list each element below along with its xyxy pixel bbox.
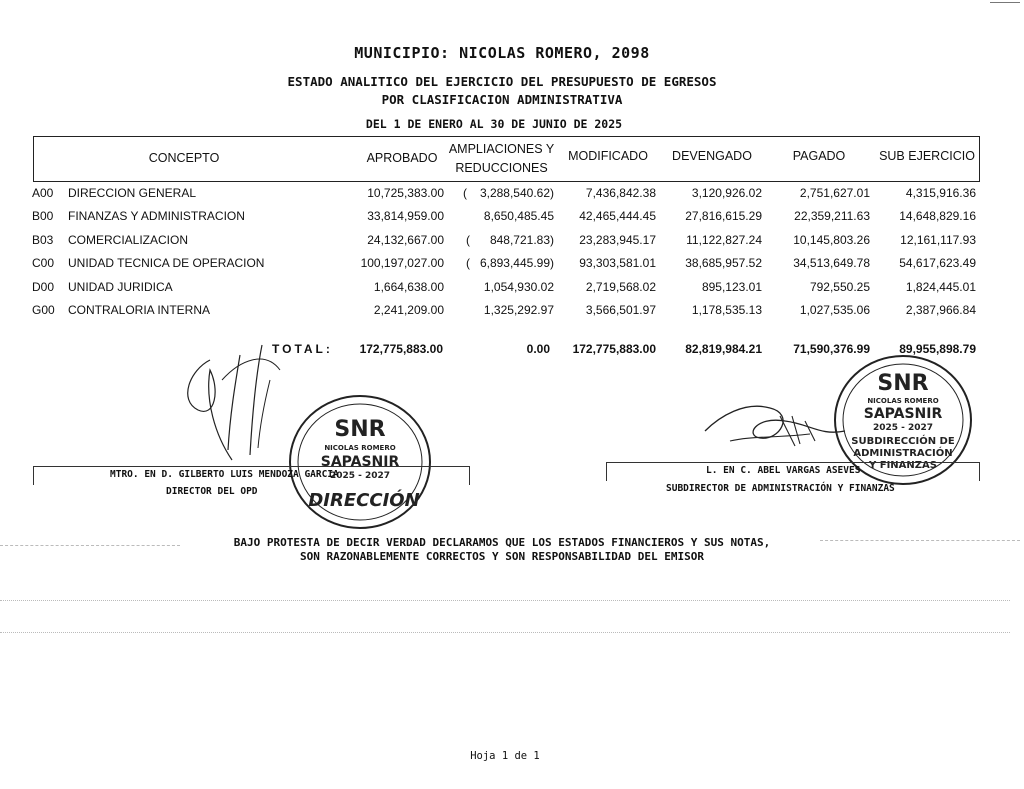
right-signer-role: SUBDIRECTOR DE ADMINISTRACIÓN Y FINANZAS	[666, 483, 895, 494]
row-code: B03	[32, 232, 54, 247]
row-devengado: 11,122,827.24	[686, 232, 762, 247]
negative-open-paren: (	[466, 256, 470, 271]
right-stamp-org-name: SAPASNIR	[863, 406, 943, 422]
row-pagado: 2,751,627.01	[799, 186, 870, 200]
declaration-line2: SON RAZONABLEMENTE CORRECTOS Y SON RESPONSABILIDAD DEL EMISOR	[300, 550, 704, 563]
row-devengado: 1,178,535.13	[691, 303, 762, 317]
total-sub-ejercicio: 89,955,898.79	[899, 342, 976, 356]
row-ampliaciones: 8,650,485.45	[483, 209, 554, 224]
negative-open-paren: (	[463, 186, 467, 200]
column-header-devengado: DEVENGADO	[672, 149, 752, 163]
right-stamp-dept-line1: SUBDIRECCIÓN DE	[851, 436, 955, 447]
row-concept: DIRECCION GENERAL	[68, 186, 197, 200]
left-stamp-logo: SNR	[334, 417, 386, 442]
row-aprobado: 100,197,027.00	[360, 256, 444, 271]
row-sub-ejercicio: 12,161,117.93	[900, 232, 976, 247]
total-pagado: 71,590,376.99	[793, 342, 870, 356]
row-modificado: 3,566,501.97	[585, 303, 656, 317]
right-signature-scribble	[700, 396, 850, 456]
row-ampliaciones: 6,893,445.99)	[479, 256, 554, 271]
column-header-sub-ejercicio: SUB EJERCICIO	[879, 149, 975, 163]
right-signer-name: L. EN C. ABEL VARGAS ASEVES	[706, 465, 861, 476]
total-ampliaciones: 0.00	[526, 342, 550, 356]
table-row	[0, 256, 1024, 276]
total-label: TOTAL:	[272, 342, 333, 356]
left-signer-name: MTRO. EN D. GILBERTO LUIS MENDOZA GARCIA	[110, 469, 339, 480]
column-header-aprobado: APROBADO	[366, 151, 438, 165]
column-header-pagado: PAGADO	[792, 149, 846, 163]
row-concept: COMERCIALIZACION	[68, 232, 189, 247]
right-stamp-dept-line2: ADMINISTRACIÓN	[853, 448, 953, 459]
right-stamp-logo: SNR	[877, 371, 929, 396]
negative-open-paren: (	[466, 232, 470, 247]
table-header	[33, 136, 980, 182]
column-header-ampliaciones-line1: AMPLIACIONES Y	[448, 142, 555, 156]
table-row	[0, 303, 1024, 323]
column-header-ampliaciones-line2: REDUCCIONES	[455, 161, 548, 175]
scan-noise-line	[0, 600, 1010, 601]
row-modificado: 93,303,581.01	[579, 256, 656, 271]
row-concept: CONTRALORIA INTERNA	[68, 303, 211, 317]
total-modificado: 172,775,883.00	[572, 342, 656, 356]
report-period: DEL 1 DE ENERO AL 30 DE JUNIO DE 2025	[365, 117, 623, 131]
row-aprobado: 24,132,667.00	[367, 232, 444, 247]
left-official-stamp	[286, 392, 436, 532]
row-pagado: 792,550.25	[809, 279, 870, 294]
row-code: D00	[32, 279, 55, 294]
left-signer-role: DIRECTOR DEL OPD	[166, 486, 258, 497]
row-pagado: 10,145,803.26	[793, 232, 870, 247]
right-stamp-dept-line3: Y FINANZAS	[869, 460, 937, 471]
row-ampliaciones: 1,325,292.97	[483, 303, 554, 317]
row-devengado: 27,816,615.29	[685, 209, 762, 224]
row-modificado: 2,719,568.02	[585, 279, 656, 294]
row-sub-ejercicio: 1,824,445.01	[905, 279, 976, 294]
left-stamp-org-name: SAPASNIR	[320, 454, 400, 470]
row-aprobado: 33,814,959.00	[367, 209, 444, 224]
row-ampliaciones: 848,721.83)	[489, 232, 554, 247]
scan-noise-line	[820, 540, 1020, 541]
row-ampliaciones: 3,288,540.62)	[479, 186, 554, 200]
row-modificado: 42,465,444.45	[579, 209, 656, 224]
row-aprobado: 10,725,383.00	[367, 186, 444, 200]
row-sub-ejercicio: 4,315,916.36	[905, 186, 976, 200]
table-row	[0, 209, 1024, 229]
row-devengado: 3,120,926.02	[691, 186, 762, 200]
table-row	[0, 186, 1024, 206]
page-number: Hoja 1 de 1	[470, 750, 540, 762]
row-sub-ejercicio: 2,387,966.84	[905, 303, 976, 317]
row-pagado: 34,513,649.78	[793, 256, 870, 271]
row-concept: UNIDAD TECNICA DE OPERACION	[68, 256, 265, 271]
table-row	[0, 233, 1024, 253]
row-modificado: 23,283,945.17	[579, 232, 656, 247]
row-devengado: 38,685,957.52	[685, 256, 762, 271]
row-code: B00	[32, 209, 54, 224]
row-code: A00	[32, 186, 54, 200]
row-pagado: 22,359,211.63	[794, 209, 870, 224]
row-ampliaciones: 1,054,930.02	[483, 279, 554, 294]
column-header-modificado: MODIFICADO	[568, 149, 648, 163]
row-devengado: 895,123.01	[701, 279, 762, 294]
left-stamp-years: 2025 - 2027	[329, 471, 391, 481]
declaration-line1: BAJO PROTESTA DE DECIR VERDAD DECLARAMOS QUE LOS ESTADOS FINANCIEROS Y SUS NOTAS,	[233, 536, 771, 549]
document-title: MUNICIPIO: NICOLAS ROMERO, 2098	[354, 44, 650, 62]
row-aprobado: 2,241,209.00	[373, 303, 444, 317]
right-stamp-years: 2025 - 2027	[872, 423, 934, 433]
row-modificado: 7,436,842.38	[585, 186, 656, 200]
total-devengado: 82,819,984.21	[685, 342, 762, 356]
row-code: C00	[32, 256, 55, 271]
document-subtitle-line2: POR CLASIFICACION ADMINISTRATIVA	[381, 92, 623, 107]
row-sub-ejercicio: 14,648,829.16	[899, 209, 976, 224]
left-signature-scribble	[170, 340, 290, 470]
scan-noise-line	[0, 632, 1010, 633]
table-row	[0, 280, 1024, 300]
row-aprobado: 1,664,638.00	[373, 279, 444, 294]
left-stamp-org-line: NICOLAS ROMERO	[324, 444, 396, 452]
row-pagado: 1,027,535.06	[799, 303, 870, 317]
right-stamp-org-line: NICOLAS ROMERO	[867, 397, 939, 405]
left-stamp-dept: DIRECCIÓN	[308, 490, 420, 511]
column-header-concepto: CONCEPTO	[148, 151, 220, 165]
row-concept: FINANZAS Y ADMINISTRACION	[68, 209, 245, 224]
total-aprobado: 172,775,883.00	[359, 342, 443, 356]
document-subtitle-line1: ESTADO ANALITICO DEL EJERCICIO DEL PRESUPUESTO DE EGRESOS	[287, 74, 717, 89]
scan-noise-line	[0, 545, 180, 546]
row-sub-ejercicio: 54,617,623.49	[899, 256, 976, 271]
row-code: G00	[32, 303, 55, 317]
row-concept: UNIDAD JURIDICA	[68, 279, 173, 294]
scan-edge-mark	[990, 2, 1020, 3]
